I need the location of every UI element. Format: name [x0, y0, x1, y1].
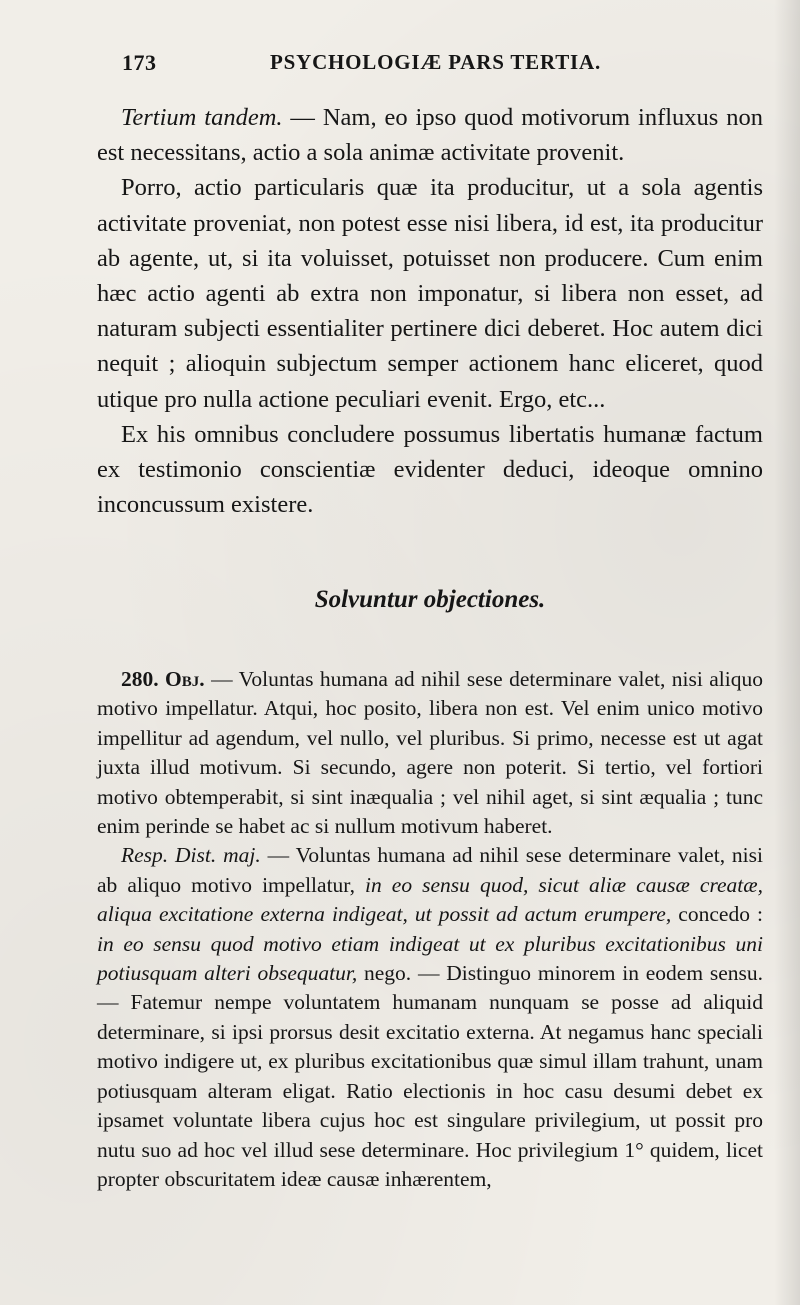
paragraph-tertium	[97, 100, 763, 170]
section-subheading: Solvuntur objectiones.	[314, 586, 546, 613]
spine-shadow	[774, 0, 800, 1305]
objection-number: 280.	[121, 667, 159, 691]
objections-section	[97, 665, 763, 1194]
main-text-section	[97, 100, 763, 522]
paragraph-text: — Nam, eo ipso quod motivorum influxus non est necessitans, actio a sola animæ activitate provenit.	[97, 104, 763, 167]
objection-paragraph	[97, 665, 763, 841]
objection-label: Obj.	[158, 667, 205, 691]
page-header	[122, 50, 762, 84]
page-number: 173	[122, 50, 157, 75]
response-label: Resp. Dist. maj.	[121, 843, 261, 868]
response-paragraph	[97, 841, 763, 1194]
paragraph-text: Ex his omnibus concludere possumus libertatis humanæ factum ex testimonio conscientiæ evidenter deduci, ideoque omnino inconcussum existere.	[97, 420, 763, 519]
paragraph-conclusion	[97, 417, 763, 523]
objection-text: — Voluntas humana ad nihil sese determinare valet, nisi aliquo motivo impellatur. Atqui, hoc posito, libera non est. Vel enim unico motivo impellitur ad agendum, vel nullo, vel pluribus. Si primo, necesse est ut agat juxta illud motivum. Si secundo, agere non poterit. Si tertio, vel fortiori motivo obtemperabit, si sint inæqualia ; vel nihil aget, si sint æqualia ; tunc enim perinde se habet ac si nullum motivum haberet.	[97, 667, 764, 839]
response-text-1: — Voluntas humana ad nihil sese determinare valet, nisi ab aliquo motivo impellatur,	[97, 843, 763, 897]
running-head: PSYCHOLOGIÆ PARS TERTIA.	[270, 50, 601, 74]
paragraph-lead: Tertium tandem.	[121, 104, 283, 131]
response-italic-2: in eo sensu quod motivo etiam indigeat ut ex pluribus excitationibus uni potiusquam alteri obsequatur,	[97, 931, 763, 986]
response-text-2: concedo :	[671, 902, 764, 927]
paragraph-text: Porro, actio particularis quæ ita producitur, ut a sola agentis activitate proveniat, non potest esse nisi libera, id est, ita producitur ab agente, ut, si ita voluisset, potuisset non producere. Cum enim hæc actio agenti ab extra non imponatur, si libera non esset, ad naturam subjecti essentialiter pertinere dici deberet. Hoc autem dici nequit ; alioquin subjectum semper actionem hanc eliceret, quod utique pro nulla actione peculiari evenit. Ergo, etc...	[97, 174, 763, 413]
response-italic-1: in eo sensu quod, sicut aliæ causæ creatæ, aliqua excitatione externa indigeat, ut possit ad actum erumpere,	[97, 872, 763, 927]
response-text-3: nego. — Distinguo minorem in eodem sensu. — Fatemur nempe voluntatem humanam nunquam se posse ad aliquid determinare, si ipsi prorsus desit excitatio externa. At negamus hanc speciali motivo indigere ut, ex pluribus excitationibus quæ simul illam trahunt, unam potiusquam alteram eligat. Ratio electionis in hoc casu desumi debet ex ipsamet voluntate libera cujus hoc est singulare privilegium, ut possit pro nutu suo ad hoc vel illud sese determinare. Hoc privilegium 1° quidem, licet propter obscuritatem ideæ causæ inhærentem,	[97, 961, 763, 1191]
paragraph-porro	[97, 170, 763, 416]
